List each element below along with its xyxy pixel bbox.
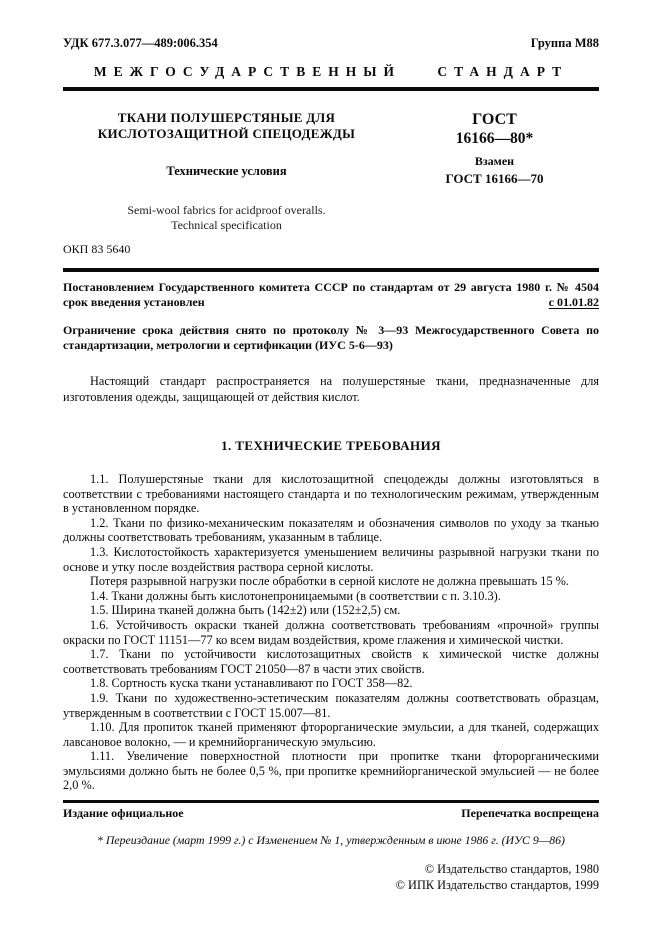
document-title-ru <box>63 110 390 142</box>
paragraph-1-3-note: Потеря разрывной нагрузки после обработки в серной кислоте не должна превышать 15 %. <box>90 574 569 589</box>
title-en-line2: Technical specification <box>171 218 282 232</box>
standard-kind-title: МЕЖГОСУДАРСТВЕННЫЙ СТАНДАРТ <box>93 64 569 79</box>
paragraph-1-11: 1.11. Увеличение поверхностной плотности при пропитке ткани фторорганическими эмульсиями должно быть не более 0,5 %, при пропитке кремнийорганической эмульсией — не более 2,0 %. <box>63 749 599 793</box>
title-en-line1: Semi-wool fabrics for acidproof overalls. <box>127 203 326 217</box>
okp-code: ОКП 83 5640 <box>63 242 131 256</box>
udk-code: УДК 677.3.077—489:006.354 <box>63 36 218 50</box>
decree-rule <box>63 268 599 272</box>
limitation-paragraph: Ограничение срока действия снято по протоколу № 3—93 Межгосударственного Совета по стандартизации, метрологии и сертификации (ИУС 5-6—93) <box>63 323 599 352</box>
section-1-body <box>63 472 599 793</box>
footer-rule <box>63 800 599 803</box>
effective-date: с 01.01.82 <box>548 295 599 309</box>
replaces-label: Взамен <box>474 154 515 168</box>
header-rule <box>63 87 599 91</box>
title-block <box>63 110 599 233</box>
replaces-number: ГОСТ 16166—70 <box>445 171 544 186</box>
title-ru-line2: КИСЛОТОЗАЩИТНОЙ СПЕЦОДЕЖДЫ <box>97 126 356 141</box>
decree-paragraph <box>63 280 599 310</box>
copyright-block <box>63 862 599 893</box>
document-title-en <box>63 203 390 233</box>
paragraph-1-5: 1.5. Ширина тканей должна быть (142±2) или (152±2,5) см. <box>90 603 401 618</box>
paragraph-1-4: 1.4. Ткани должны быть кислотонепроницаемыми (в соответствии с п. 3.10.3). <box>90 588 501 603</box>
copyright-1999: © ИПК Издательство стандартов, 1999 <box>395 877 599 892</box>
paragraph-1-9: 1.9. Ткани по художественно-эстетическим показателям должны соответствовать образцам, утвержденным в соответствии с ГОСТ 15.007—81. <box>63 690 599 720</box>
paragraph-1-3: 1.3. Кислотостойкость характеризуется уменьшением величины разрывной нагрузки ткани по основе и утку после воздействия раствора серной кислоты. <box>63 544 599 574</box>
paragraph-1-8: 1.8. Сортность куска ткани устанавливают по ГОСТ 358—82. <box>90 676 413 691</box>
footer-labels-row <box>63 806 599 821</box>
copyright-1980: © Издательство стандартов, 1980 <box>424 862 599 877</box>
classification-row <box>63 36 599 51</box>
group-code: Группа М88 <box>530 36 599 50</box>
scope-paragraph: Настоящий стандарт распространяется на полушерстяные ткани, предназначенные для изготовления одежды, защищающей от действия кислот. <box>63 374 599 404</box>
designation-column <box>390 110 599 233</box>
paragraph-1-7: 1.7. Ткани по устойчивости кислотозащитных свойств к химической чистке должны соответствовать требованиям ГОСТ 21050—87 в части этих свойств. <box>63 647 599 676</box>
paragraph-1-10: 1.10. Для пропиток тканей применяют фторорганические эмульсии, а для тканей, содержащих лавсановое волокно, — и кремнийорганическую эмульсию. <box>63 720 599 749</box>
paragraph-1-2: 1.2. Ткани по физико-механическим показателям и обозначения символов по уходу за тканью должны соответствовать требованиям, указанным в таблице. <box>63 515 599 545</box>
decree-text: Постановлением Государственного комитета СССР по стандартам от 29 августа 1980 г. № 4504 срок введения установлен <box>63 280 599 309</box>
title-left-column <box>63 110 390 233</box>
reprint-forbidden-label: Перепечатка воспрещена <box>461 806 599 821</box>
paragraph-1-1: 1.1. Полушерстяные ткани для кислотозащитной спецодежды должны изготовляться в соответствии с требованиями настоящего стандарта и по технологическим режимам, утвержденным в установленном порядке. <box>63 472 599 516</box>
gost-label: ГОСТ <box>472 111 517 128</box>
document-subtitle-ru: Технические условия <box>166 164 287 178</box>
official-edition-label: Издание официальное <box>63 806 184 821</box>
title-ru-line1: ТКАНИ ПОЛУШЕРСТЯНЫЕ ДЛЯ <box>117 110 336 125</box>
gost-number: 16166—80* <box>455 130 534 147</box>
reissue-footnote: * Переиздание (март 1999 г.) с Изменением № 1, утвержденным в июне 1986 г. (ИУС 9—86) <box>97 833 565 848</box>
paragraph-1-6: 1.6. Устойчивость окраски тканей должна соответствовать требованиям «прочной» группы окраски по ГОСТ 11151—77 ко всем видам воздействия, кроме глажения и химической чистки. <box>63 617 599 647</box>
section-1-heading: 1. ТЕХНИЧЕСКИЕ ТРЕБОВАНИЯ <box>221 438 441 453</box>
